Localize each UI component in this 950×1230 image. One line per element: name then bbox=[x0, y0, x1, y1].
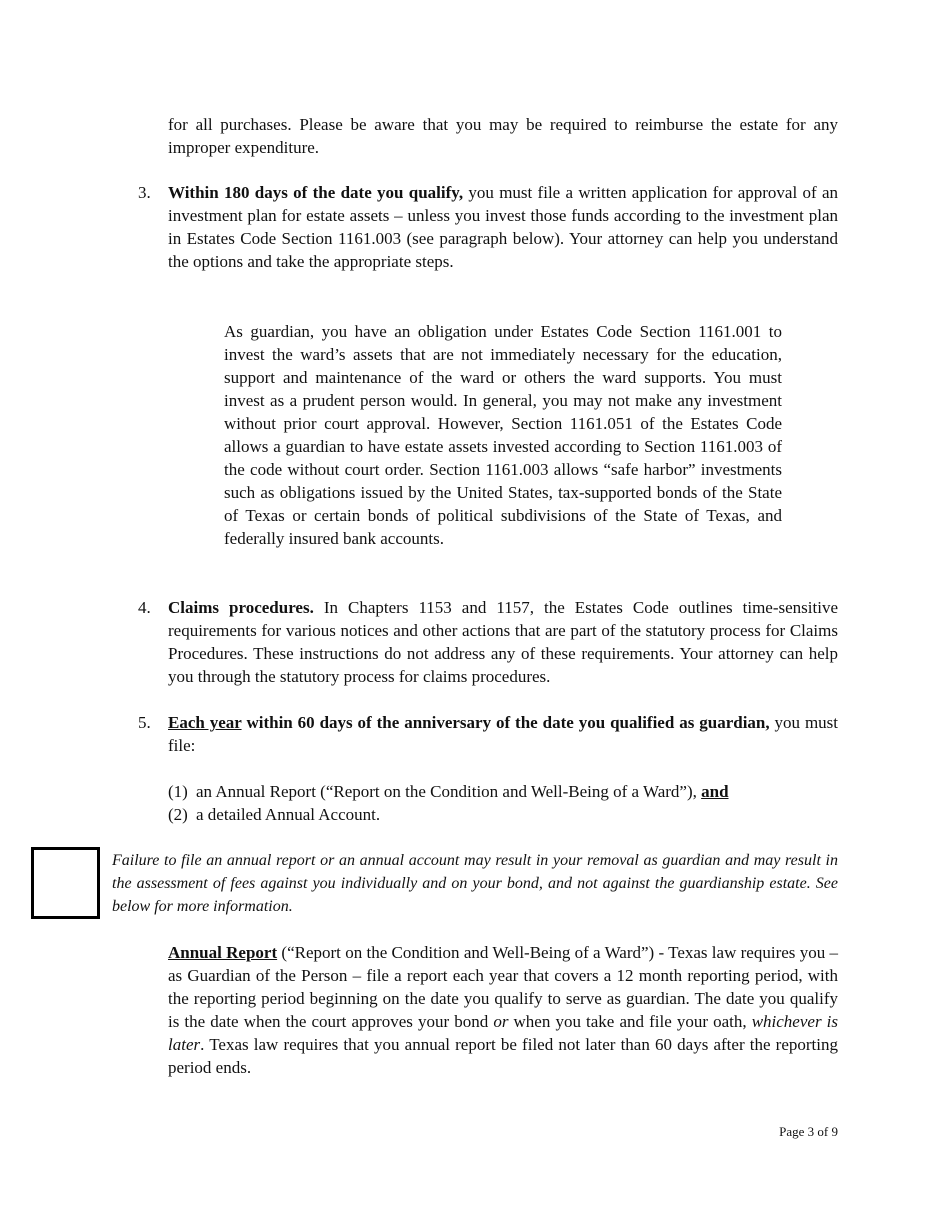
page-number: Page 3 of 9 bbox=[779, 1124, 838, 1139]
annual-report-text-3: . Texas law requires that you annual report be filed not later than 60 days after the reporting period ends. bbox=[168, 1035, 838, 1077]
annual-report-text-1: (“Report on the Condition and Well-Being of a Ward”) - Texas law requires you – as Guardian of the Person – file a report each year that covers a 12 month reporting period, with the reporting period beginning on the date you qualify to serve as guardian. The date you qualify is the date when the court approves your bond bbox=[168, 943, 838, 1031]
continuation-text: for all purchases. Please be aware that you may be required to reimburse the estate for any improper expenditure. bbox=[168, 115, 838, 157]
sub-item-2 bbox=[168, 803, 838, 826]
sub-item-1 bbox=[168, 780, 838, 803]
item-number-3: 3. bbox=[138, 183, 151, 202]
investment-text: As guardian, you have an obligation under Estates Code Section 1161.001 to invest the ward’s assets that are not immediately necessary for the education, support and maintenance of the ward or others the ward supports. You must invest as a prudent person would. In general, you may not make any investment without prior court approval. However, Section 1161.051 of the Estates Code allows a guardian to have estate assets invested according to Section 1161.003 of the code without court order. Section 1161.003 allows “safe harbor” investments such as obligations issued by the United States, tax-supported bonds of the State of Texas or certain bonds of political subdivisions of the State of Texas, and federally insured bank accounts. bbox=[224, 322, 782, 548]
annual-report-whichever: whichever is later bbox=[168, 1012, 838, 1054]
list-item-5 bbox=[168, 711, 838, 757]
list-item-4 bbox=[168, 596, 838, 688]
investment-explanation bbox=[224, 320, 782, 550]
continuation-paragraph bbox=[168, 113, 838, 159]
sub-item-1-label: (1) bbox=[168, 782, 188, 801]
item-4-bold-lead: Claims procedures. bbox=[168, 598, 314, 617]
sub-item-1-text: an Annual Report (“Report on the Condition and Well-Being of a Ward”), bbox=[196, 782, 702, 801]
sub-item-2-text: a detailed Annual Account. bbox=[196, 805, 381, 824]
sub-item-1-and: and bbox=[701, 782, 729, 801]
item-4-text: In Chapters 1153 and 1157, the Estates Code outlines time-sensitive requirements for various notices and other actions that are part of the statutory process for Claims Procedures. These instructions do not address any of these requirements. Your attorney can help you through the statutory process for claims procedures. bbox=[168, 598, 838, 686]
sub-item-2-label: (2) bbox=[168, 805, 188, 824]
annual-report-or: or bbox=[493, 1012, 509, 1031]
item-5-bold-lead: within 60 days of the anniversary of the date you qualified as guardian, bbox=[241, 713, 770, 732]
item-3-text: you must file a written application for approval of an investment plan for estate assets – unless you invest those funds according to the investment plan in Estates Code Section 1161.003 (see paragraph below). Your attorney can help you understand the options and take the appropriate steps. bbox=[168, 183, 838, 271]
warning-checkbox-frame bbox=[31, 847, 100, 919]
warning-note bbox=[112, 849, 838, 918]
item-3-bold-lead: Within 180 days of the date you qualify, bbox=[168, 183, 464, 202]
annual-report-paragraph bbox=[168, 941, 838, 1079]
item-number-5: 5. bbox=[138, 713, 151, 732]
annual-report-heading: Annual Report bbox=[168, 943, 278, 962]
list-item-3 bbox=[168, 181, 838, 273]
item-5-underlined-lead: Each year bbox=[168, 713, 242, 732]
warning-text: Failure to file an annual report or an annual account may result in your removal as guardian and may result in the assessment of fees against you individually and on your bond, and not against the guardianship estate. See below for more information. bbox=[112, 852, 838, 915]
item-number-4: 4. bbox=[138, 598, 151, 617]
annual-report-text-2: when you take and file your oath, bbox=[508, 1012, 752, 1031]
item-5-text: you must file: bbox=[168, 713, 839, 755]
